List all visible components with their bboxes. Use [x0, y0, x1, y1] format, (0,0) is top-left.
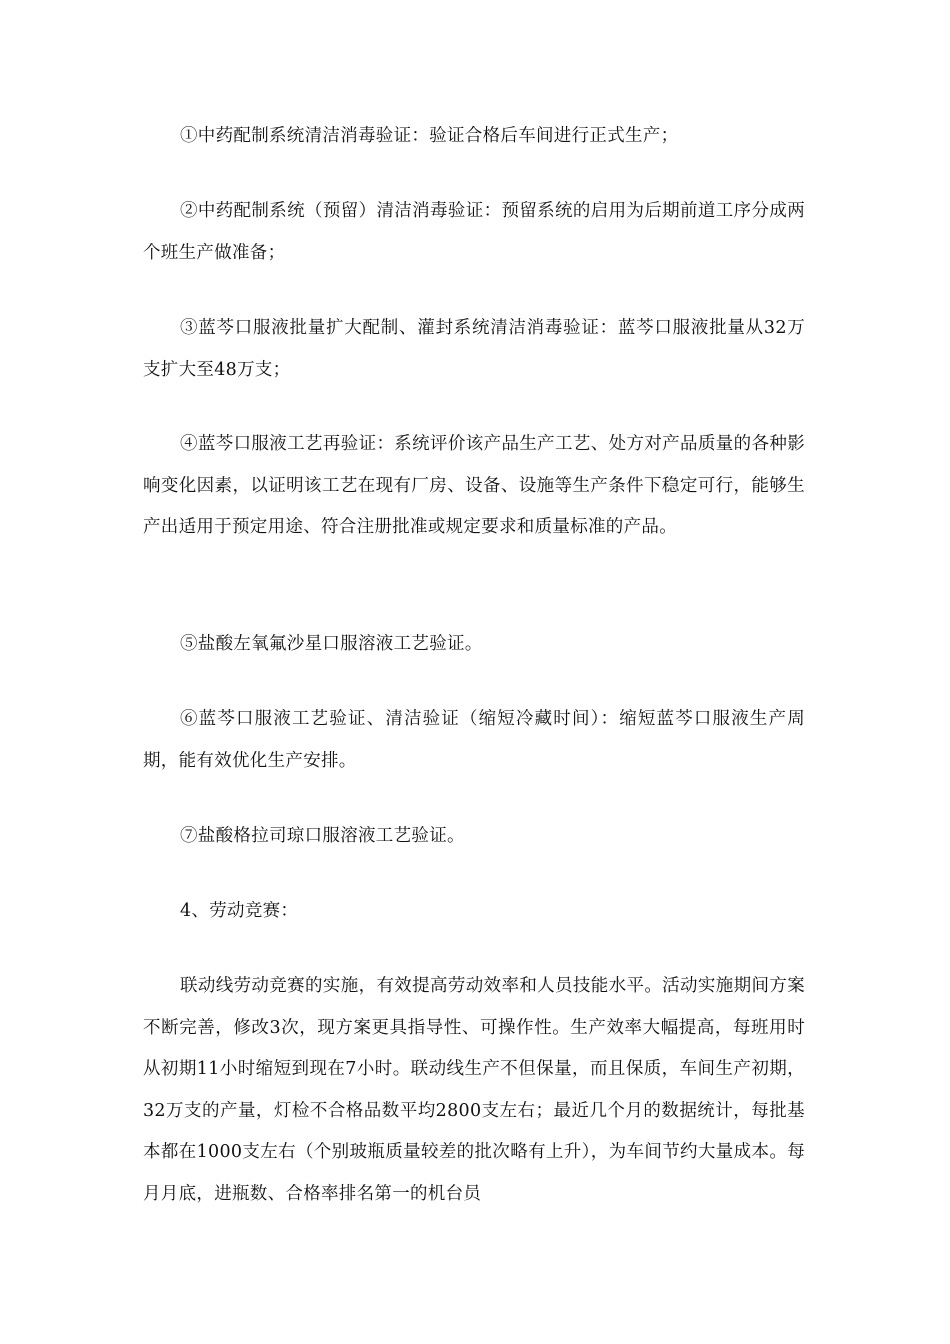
- paragraph-validation-2: ②中药配制系统（预留）清洁消毒验证：预留系统的启用为后期前道工序分成两个班生产做准备；: [143, 201, 805, 263]
- paragraph-validation-1: ①中药配制系统清洁消毒验证：验证合格后车间进行正式生产；: [180, 126, 679, 146]
- section-heading-labor-competition: 4、劳动竞赛：: [180, 901, 299, 921]
- paragraph-validation-6: ⑥蓝芩口服液工艺验证、清洁验证（缩短冷藏时间）：缩短蓝芩口服液生产周期，能有效优化生产安排。: [143, 709, 805, 771]
- paragraph-validation-3: ③蓝芩口服液批量扩大配制、灌封系统清洁消毒验证：蓝芩口服液批量从32万支扩大至48万支；: [143, 318, 805, 380]
- paragraph-labor-competition: 联动线劳动竞赛的实施，有效提高劳动效率和人员技能水平。活动实施期间方案不断完善，修改3次，现方案更具指导性、可操作性。生产效率大幅提高，每班用时从初期11小时缩短到现在7小时。联动线生产不但保量，而且保质，车间生产初期，32万支的产量，灯检不合格品数平均2800支左右；最近几个月的数据统计，每批基本都在1000支左右（个别玻瓶质量较差的批次略有上升），为车间节约大量成本。每月月底，进瓶数、合格率排名第一的机台员: [143, 976, 805, 1204]
- paragraph-validation-7: ⑦盐酸格拉司琼口服溶液工艺验证。: [180, 826, 465, 846]
- paragraph-validation-4: ④蓝芩口服液工艺再验证：系统评价该产品生产工艺、处方对产品质量的各种影响变化因素，以证明该工艺在现有厂房、设备、设施等生产条件下稳定可行，能够生产出适用于预定用途、符合注册批准或规定要求和质量标准的产品。: [143, 434, 805, 537]
- paragraph-validation-5: ⑤盐酸左氧氟沙星口服溶液工艺验证。: [180, 634, 483, 654]
